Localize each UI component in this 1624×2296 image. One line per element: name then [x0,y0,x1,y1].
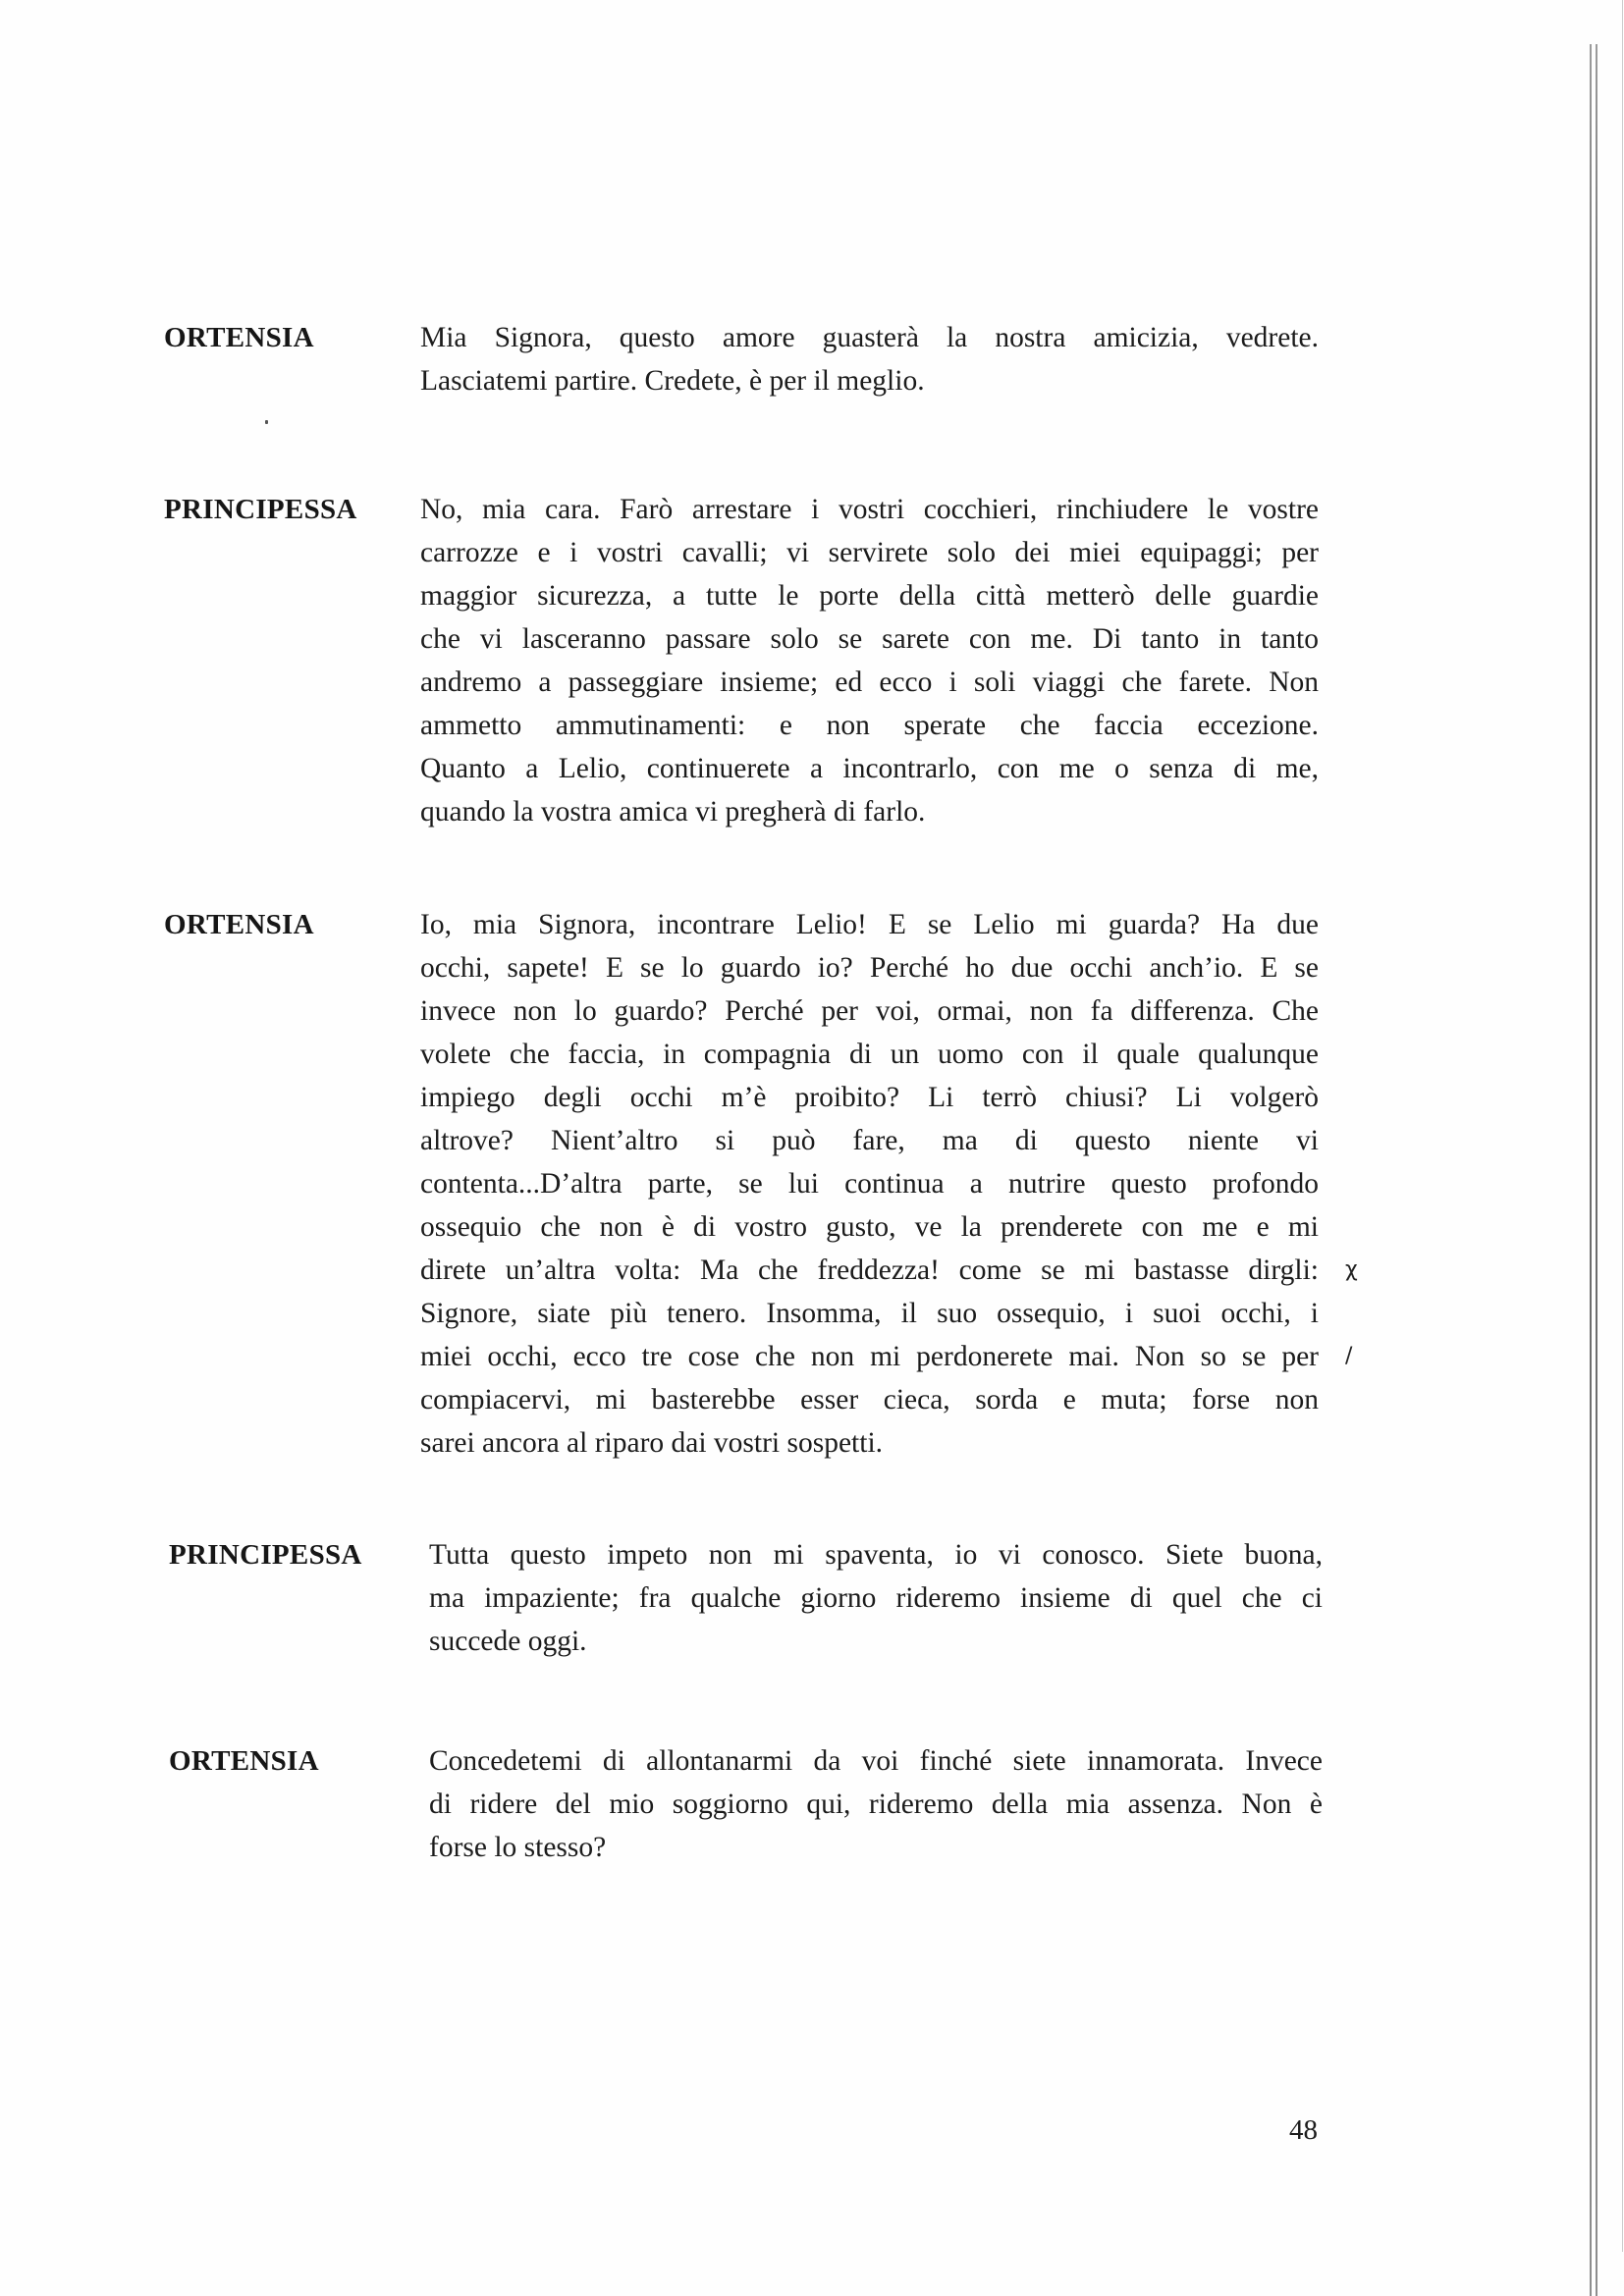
speech-line: Io, mia Signora, incontrare Lelio! E se Lelio mi guarda? Ha due [420,909,1319,940]
speech-line: volete che faccia, in compagnia di un uomo con il quale qualunque [420,1039,1319,1070]
speaker-name: ORTENSIA [164,909,314,940]
scan-edge-shadow [1622,0,1623,2252]
speech-line: Quanto a Lelio, continuerete a incontrarlo, con me o senza di me, [420,753,1319,784]
speech-line: andremo a passeggiare insieme; ed ecco i soli viaggi che farete. Non [420,667,1319,698]
speech-line: Lasciatemi partire. Credete, è per il meglio. [420,365,925,397]
speech-line: compiacervi, mi basterebbe esser cieca, sorda e muta; forse non [420,1384,1319,1415]
speaker-name: PRINCIPESSA [164,494,357,525]
scan-edge-shadow [1596,44,1597,2296]
speech-line: sarei ancora al riparo dai vostri sospetti. [420,1427,884,1459]
speech-line: ma impaziente; fra qualche giorno rideremo insieme di quel che ci [429,1582,1323,1614]
speech-line: No, mia cara. Farò arrestare i vostri cocchieri, rinchiudere le vostre [420,494,1319,525]
speech-line: succede oggi. [429,1626,587,1657]
speech-line: miei occhi, ecco tre cose che non mi perdonerete mai. Non so se per [420,1341,1319,1372]
speech-line: direte un’altra volta: Ma che freddezza! come se mi bastasse dirgli: [420,1255,1319,1286]
page-number: 48 [1289,2114,1318,2146]
speech-line: invece non lo guardo? Perché per voi, ormai, non fa differenza. Che [420,995,1319,1027]
proof-mark-slash: / [1345,1344,1353,1368]
speaker-name: PRINCIPESSA [169,1539,362,1571]
speech-line: ammetto ammutinamenti: e non sperate che faccia eccezione. [420,710,1319,741]
speech-line: contenta...D’altra parte, se lui continua a nutrire questo profondo [420,1168,1319,1200]
speech-line: Tutta questo impeto non mi spaventa, io vi conosco. Siete buona, [429,1539,1323,1571]
speaker-name: ORTENSIA [164,322,314,353]
speech-line: carrozze e i vostri cavalli; vi servirete solo dei miei equipaggi; per [420,537,1319,568]
scan-speck [265,420,268,424]
scan-edge-shadow [1590,44,1592,2296]
speech-line: di ridere del mio soggiorno qui, rideremo della mia assenza. Non è [429,1789,1323,1820]
speech-line: ossequio che non è di vostro gusto, ve la prenderete con me e mi [420,1211,1319,1243]
proof-mark-insert: χ [1345,1257,1358,1282]
speech-line: occhi, sapete! E se lo guardo io? Perché ho due occhi anch’io. E se [420,952,1319,984]
speech-line: quando la vostra amica vi pregherà di farlo. [420,796,926,828]
speech-line: Mia Signora, questo amore guasterà la nostra amicizia, vedrete. [420,322,1319,353]
speech-line: impiego degli occhi m’è proibito? Li terrò chiusi? Li volgerò [420,1082,1319,1113]
speech-line: che vi lasceranno passare solo se sarete con me. Di tanto in tanto [420,623,1319,655]
speech-line: altrove? Nient’altro si può fare, ma di questo niente vi [420,1125,1319,1156]
speech-line: Concedetemi di allontanarmi da voi finché siete innamorata. Invece [429,1745,1323,1777]
speech-line: forse lo stesso? [429,1832,607,1863]
speaker-name: ORTENSIA [169,1745,319,1777]
speech-line: Signore, siate più tenero. Insomma, il suo ossequio, i suoi occhi, i [420,1298,1319,1329]
speech-line: maggior sicurezza, a tutte le porte della città metterò delle guardie [420,580,1319,612]
